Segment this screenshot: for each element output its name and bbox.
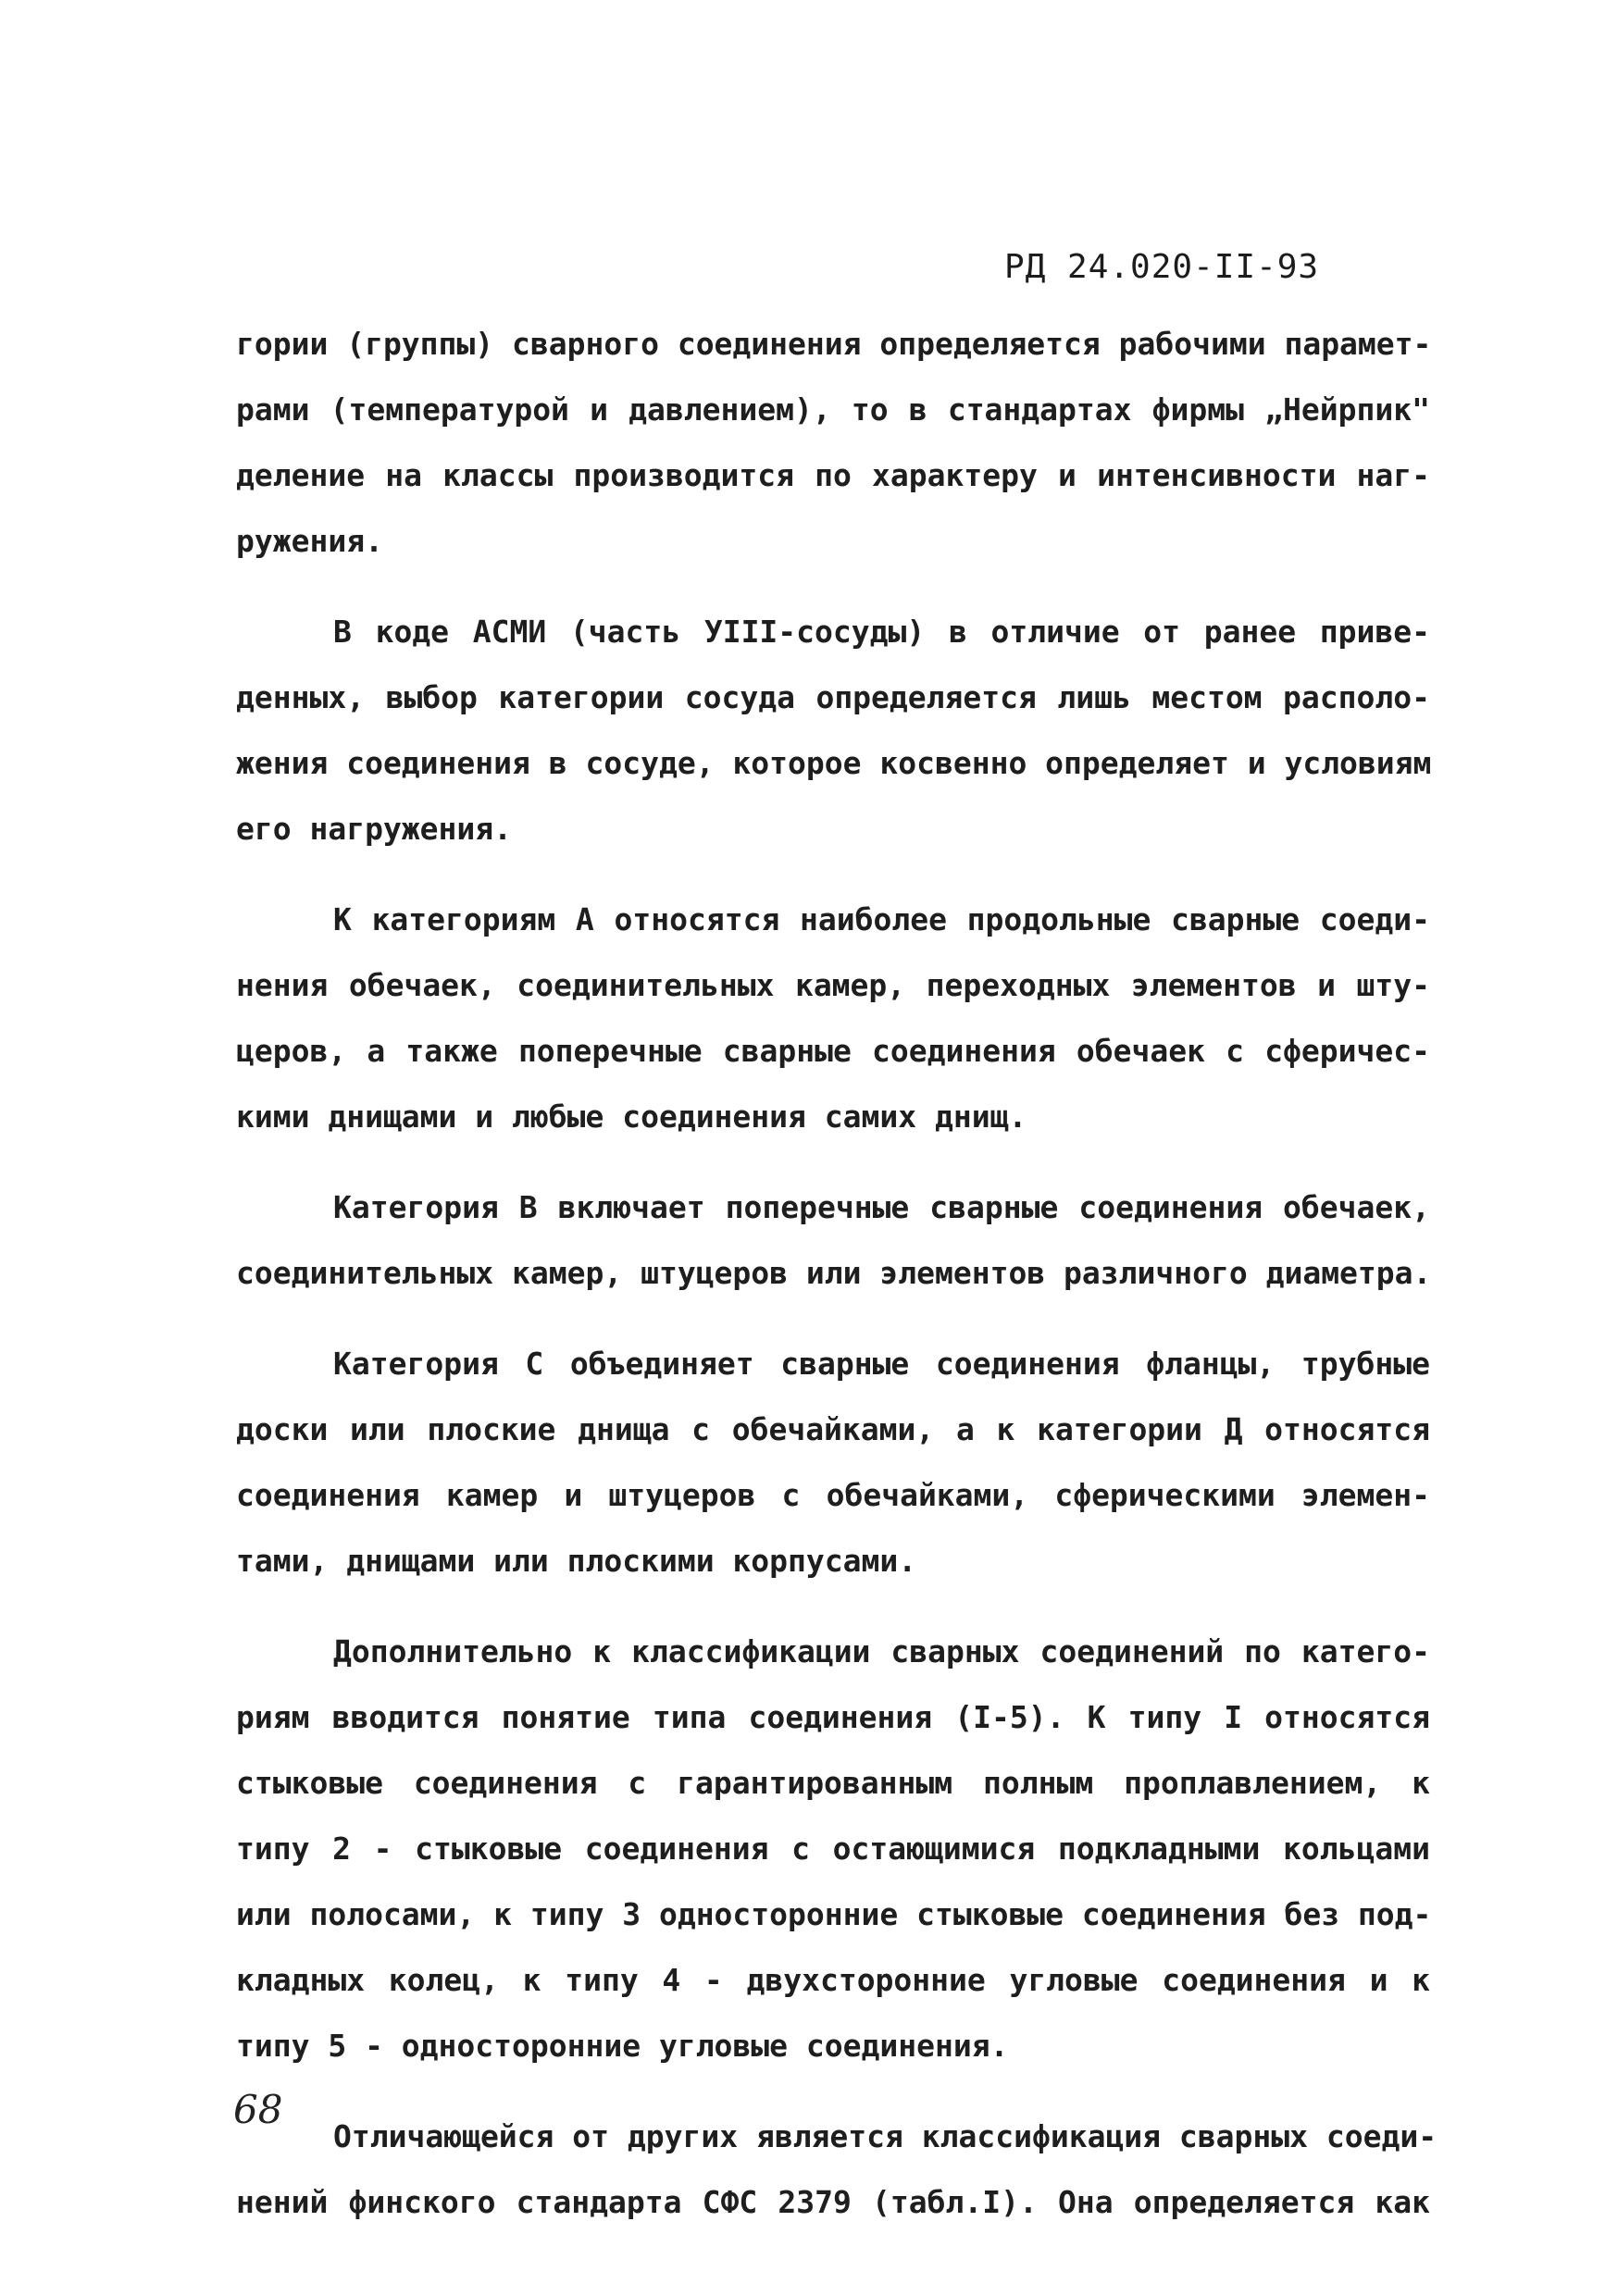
paragraph <box>236 1174 1430 1306</box>
text-line: рами (температурой и давлением), то в стандартах фирмы „Нейрпик" <box>236 391 1430 428</box>
text-line: гории (группы) сварного соединения определяется рабочими парамет- <box>236 326 1432 362</box>
text-line: риям вводится понятие типа соединения (I-5). К типу I относятся <box>236 1699 1430 1735</box>
text-line: типу 2 - стыковые соединения с остающимися подкладными кольцами <box>236 1831 1430 1867</box>
text-line: В коде АСМИ (часть УIII-сосуды) в отличие от ранее приве- <box>333 614 1430 650</box>
paragraph <box>236 887 1430 1149</box>
text-line: или полосами, к типу 3 односторонние стыковые соединения без под- <box>236 1896 1432 1932</box>
text-line: доски или плоские днища с обечайками, а к категории Д относятся <box>236 1411 1430 1447</box>
text-line: Дополнительно к классификации сварных соединений по катего- <box>333 1633 1430 1669</box>
text-line: К категориям А относятся наиболее продольные сварные соеди- <box>333 901 1430 937</box>
text-line: ружения. <box>236 523 383 559</box>
body-text <box>236 311 1438 2235</box>
text-line: кими днищами и любые соединения самих днищ. <box>236 1098 1027 1135</box>
text-line: соединительных камер, штуцеров или элементов различного диаметра. <box>236 1255 1432 1291</box>
text-line: типу 5 - односторонние угловые соединения. <box>236 2028 1009 2064</box>
text-line: церов, а также поперечные сварные соединения обечаек с сферичес- <box>236 1033 1430 1069</box>
page-number: 68 <box>233 2087 283 2132</box>
text-line: Отличающейся от других является классификация сварных соеди- <box>333 2118 1438 2154</box>
paragraph <box>236 599 1430 862</box>
text-line: стыковые соединения с гарантированным полным проплавлением, к <box>236 1765 1430 1801</box>
text-line: жения соединения в сосуде, которое косвенно определяет и условиям <box>236 745 1432 781</box>
text-line: Категория С объединяет сварные соединения фланцы, трубные <box>333 1346 1430 1382</box>
text-line: соединения камер и штуцеров с обечайками, сферическими элемен- <box>236 1477 1430 1513</box>
text-line: денных, выбор категории сосуда определяется лишь местом располо- <box>236 679 1430 715</box>
paragraph <box>236 2104 1438 2235</box>
text-line: деление на классы производится по характеру и интенсивности наг- <box>236 457 1430 493</box>
text-line: тами, днищами или плоскими корпусами. <box>236 1543 917 1579</box>
text-line: его нагружения. <box>236 811 513 847</box>
paragraph <box>236 311 1430 574</box>
text-line: кладных колец, к типу 4 - двухсторонние угловые соединения и к <box>236 1962 1430 1998</box>
paragraph <box>236 1331 1430 1594</box>
text-line: Категория В включает поперечные сварные соединения обечаек, <box>333 1189 1430 1225</box>
text-line: нений финского стандарта СФС 2379 (табл.I). Она определяется как <box>236 2184 1430 2220</box>
document-code-header: РД 24.020-II-93 <box>1004 248 1320 286</box>
text-line: нения обечаек, соединительных камер, переходных элементов и шту- <box>236 967 1430 1003</box>
paragraph <box>236 1619 1430 2079</box>
